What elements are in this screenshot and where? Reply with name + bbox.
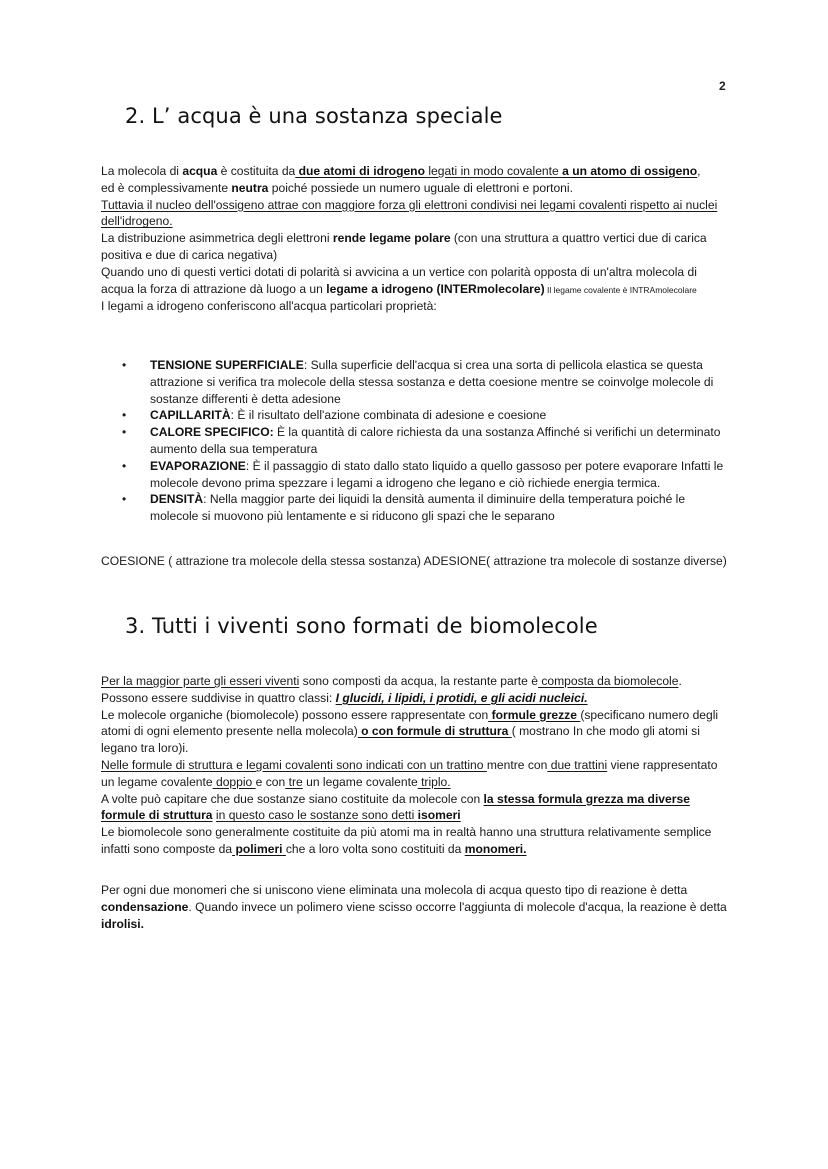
text: A volte può capitare che due sostanze siano costituite da molecole con — [101, 791, 484, 806]
property-text: È la quantità di calore richiesta da una sostanza Affinché si verifichi un determinato aumento della sua temperatura — [150, 425, 721, 456]
text: e con — [255, 774, 286, 789]
paragraph-condensation-hydrolysis — [101, 882, 731, 932]
property-text: : Nella maggior parte dei liquidi la densità aumenta il diminuire della temperatura poiché le molecole si muovono più lentamente e si riducono gli spazi che le separano — [150, 492, 686, 524]
property-text: : Sulla superficie dell'acqua si crea una sorta di pellicola elastica se questa attrazione si verifica tra molecole della stessa sostanza e detta coesione mentre se coinvolge molecole di sostanze differenti è detta adesione — [150, 358, 714, 406]
text: ed è complessivamente — [101, 180, 232, 195]
text: Le molecole organiche (biomolecole) possono essere rappresentate con — [101, 707, 489, 722]
text: poiché possiede un numero uguale di elettroni e portoni. — [268, 180, 573, 195]
underlined-text: Nelle formule di struttura e legami covalenti sono indicati con un trattino — [101, 757, 487, 772]
section-heading-biomolecules: 3. Tutti i viventi sono formati de biomolecole — [125, 614, 598, 638]
underlined-bold-term: due atomi di idrogeno — [295, 164, 425, 178]
water-properties-list — [122, 357, 734, 525]
bold-term: rende legame polare — [332, 231, 451, 246]
paragraph-four-classes — [101, 690, 731, 707]
condensation-block — [101, 882, 731, 932]
paragraph-polymers — [101, 824, 731, 858]
text: . Quando invece un polimero viene scisso occorre l'aggiunta di molecole d'acqua, la reazione è detta — [188, 899, 727, 914]
underlined-bold-term: la stessa formula grezza ma diverse formule di struttura — [101, 791, 690, 823]
text: un legame covalente — [302, 774, 418, 789]
biomolecule-classes: I glucidi, i lipidi, i protidi, e gli acidi nucleici. — [335, 690, 588, 705]
underlined-bold-term: o con formule di struttura — [357, 724, 512, 739]
paragraph-water-molecule — [101, 163, 731, 197]
text: Quando uno di questi vertici dotati di polarità si avvicina a un vertice con polarità opposta di un'altra molecola di acqua la forza di attrazione dà luogo a un — [101, 264, 697, 296]
text: . — [678, 674, 682, 688]
property-text: : È il passaggio di stato dallo stato liquido a quello gassoso per potere evaporare Infatti le molecole devono prima spezzare i legami a idrogeno che legano e ciò richiede energia termica. — [150, 458, 724, 490]
underlined-text: in questo caso le sostanze sono detti — [215, 808, 418, 823]
underlined-text: Per la maggior parte gli esseri viventi — [101, 674, 300, 688]
paragraph-isomers — [101, 791, 731, 825]
underlined-text: doppio — [212, 774, 256, 789]
underlined-text: triplo. — [417, 774, 451, 789]
bullet-icon: • — [122, 408, 127, 423]
text: sono composti da acqua, la restante parte è — [299, 674, 538, 688]
text: Le biomolecole sono generalmente costituite da più atomi ma in realtà hanno una struttura relativamente semplice infatti sono composte da — [101, 825, 712, 856]
bullet-icon: • — [122, 425, 127, 440]
property-term: DENSITÀ — [150, 492, 204, 507]
bold-term: idrolisi. — [101, 916, 145, 931]
paragraph-living-beings — [101, 673, 731, 690]
property-term: TENSIONE SUPERFICIALE — [150, 358, 304, 372]
text: (con una struttura a quattro vertici due di carica positiva e due di carica negativa) — [101, 231, 707, 262]
list-item-density — [122, 491, 734, 525]
small-note: Il legame covalente è INTRAmolecolare — [544, 284, 697, 295]
text: Per ogni due monomeri che si uniscono viene eliminata una molecola di acqua questo tipo di reazione è detta — [101, 883, 688, 897]
bold-term: acqua — [182, 164, 218, 178]
list-item-evaporation — [122, 458, 734, 492]
list-item-specific-heat — [122, 424, 734, 458]
bold-term: legame a idrogeno (INTERmolecolare) — [326, 281, 545, 296]
paragraph-formulas — [101, 707, 731, 757]
property-term: CAPILLARITÀ — [150, 408, 231, 423]
bullet-icon: • — [122, 358, 127, 372]
property-term: CALORE SPECIFICO: — [150, 425, 274, 440]
paragraph-hydrogen-bond — [101, 264, 731, 299]
section-heading-water: 2. L’ acqua è una sostanza speciale — [125, 104, 503, 128]
underlined-text: tre — [285, 774, 303, 789]
property-text: : È il risultato dell'azione combinata di adesione e coesione — [230, 408, 547, 423]
paragraph-polar-bond — [101, 230, 731, 264]
underlined-text: due trattini — [547, 757, 608, 772]
water-intro-block — [101, 163, 731, 315]
text: ( mostrano In che modo gli atomi si legano tra loro)i. — [101, 724, 700, 756]
property-term: EVAPORAZIONE — [150, 458, 246, 473]
bullet-icon: • — [122, 492, 127, 507]
bold-term: neutra — [231, 180, 269, 195]
text: , — [697, 164, 701, 178]
text: è costituita da — [217, 164, 296, 178]
list-item-capillarity — [122, 407, 734, 424]
cohesion-adhesion-note — [101, 553, 731, 570]
page-number: 2 — [719, 79, 726, 93]
note-text: COESIONE ( attrazione tra molecole della stessa sostanza) ADESIONE( attrazione tra molecole di sostanze diverse) — [101, 554, 727, 568]
underlined-bold-term: isomeri — [417, 808, 461, 823]
underlined-text: composta da biomolecole — [537, 674, 679, 688]
text: che a loro volta sono costituiti da — [285, 841, 465, 856]
underlined-bold-term: monomeri. — [464, 841, 527, 856]
text: viene rappresentato un legame covalente — [101, 757, 718, 789]
paragraph-oxygen-nucleus: Tuttavia il nucleo dell'ossigeno attrae con maggiore forza gli elettroni condivisi nei legami covalenti rispetto ai nuclei dell'idrogeno. — [101, 197, 718, 229]
underlined-bold-term: a un atomo di ossigeno — [562, 164, 698, 178]
bullet-icon: • — [122, 458, 127, 473]
underlined-bold-term: formule grezze — [488, 707, 581, 722]
text: (specificano numero degli atomi di ogni elemento presente nella molecola) — [101, 707, 719, 739]
text: mentre con — [486, 757, 548, 772]
bold-term: condensazione — [101, 899, 189, 914]
paragraph-properties-intro: I legami a idrogeno conferiscono all'acqua particolari proprietà: — [101, 299, 437, 314]
text: La molecola di — [101, 164, 183, 178]
paragraph-covalent-dashes — [101, 757, 731, 791]
biomolecules-block — [101, 673, 731, 858]
underlined-text: legati in modo covalente — [424, 164, 563, 178]
text: La distribuzione asimmetrica degli elettroni — [101, 231, 333, 246]
text: Possono essere suddivise in quattro classi: — [101, 690, 336, 705]
underlined-bold-term: polimeri — [232, 841, 286, 856]
list-item-surface-tension — [122, 357, 734, 407]
